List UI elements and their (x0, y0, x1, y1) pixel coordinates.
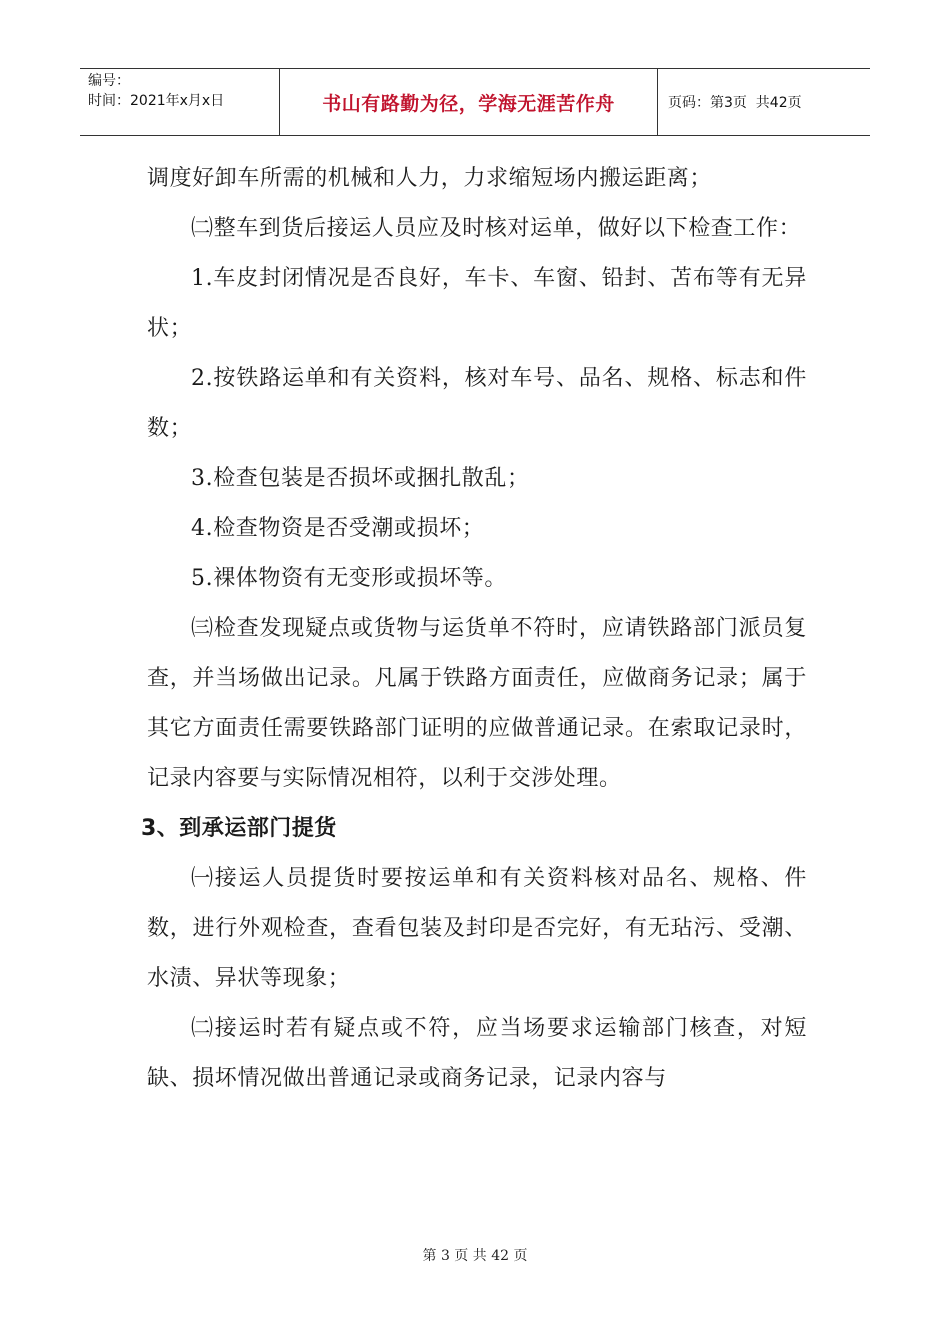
paragraph: 调度好卸车所需的机械和人力，力求缩短场内搬运距离； (147, 166, 713, 191)
header-motto: 书山有路勤为径，学海无涯苦作舟 (280, 69, 658, 135)
section-heading: 3、到承运部门提货 (141, 816, 337, 841)
document-body (141, 154, 807, 1104)
time-label: 时间：2021年x月x日 (88, 93, 225, 109)
header-meta-cell (80, 69, 280, 135)
paragraph: 3.检查包装是否损坏或捆扎散乱； (191, 466, 530, 491)
paragraph: 1.车皮封闭情况是否良好，车卡、车窗、铅封、苫布等有无异状； (147, 266, 807, 341)
paragraph: ㈡整车到货后接运人员应及时核对运单，做好以下检查工作： (191, 216, 802, 241)
paragraph: ㈠接运人员提货时要按运单和有关资料核对品名、规格、件数，进行外观检查，查看包装及封印是否完好，有无玷污、受潮、水渍、异状等现象； (147, 866, 807, 991)
paragraph: 2.按铁路运单和有关资料，核对车号、品名、规格、标志和件数； (147, 366, 807, 441)
paragraph: ㈡接运时若有疑点或不符，应当场要求运输部门核查，对短缺、损坏情况做出普通记录或商务记录，记录内容与 (147, 1016, 807, 1091)
document-header (80, 68, 870, 136)
paragraph: 5.裸体物资有无变形或损坏等。 (191, 566, 507, 591)
page-footer: 第 3 页 共 42 页 (422, 1248, 528, 1264)
paragraph: 4.检查物资是否受潮或损坏； (191, 516, 485, 541)
header-page-info: 页码：第3页 共42页 (668, 95, 802, 111)
paragraph: ㈢检查发现疑点或货物与运货单不符时，应请铁路部门派员复查，并当场做出记录。凡属于铁路方面责任，应做商务记录；属于其它方面责任需要铁路部门证明的应做普通记录。在索取记录时，记录内容要与实际情况相符，以利于交涉处理。 (147, 616, 807, 791)
number-label: 编号： (88, 73, 130, 89)
